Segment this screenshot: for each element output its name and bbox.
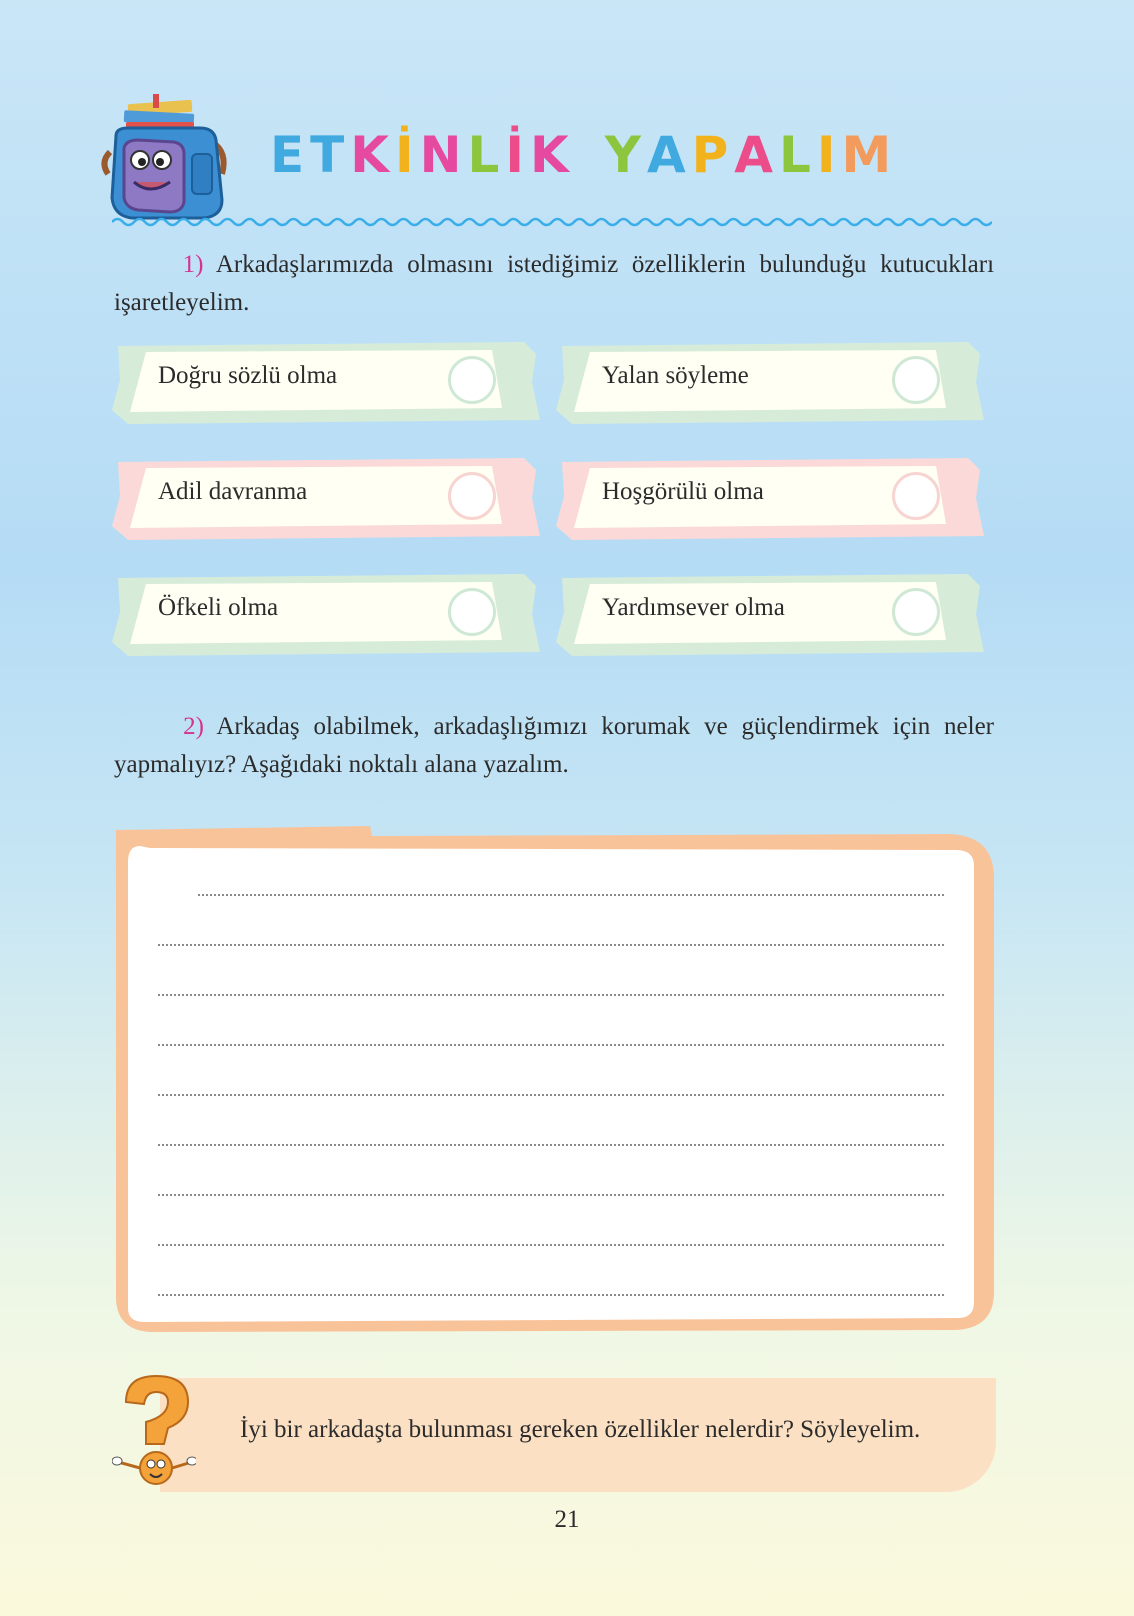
title-letter: K — [350, 126, 396, 184]
option-box — [112, 456, 540, 540]
title-letter: İ — [395, 126, 420, 184]
option-label: Yalan söyleme — [602, 362, 749, 389]
writing-line[interactable] — [158, 1294, 944, 1296]
option-checkbox[interactable] — [448, 588, 496, 636]
option-checkbox[interactable] — [448, 472, 496, 520]
writing-line[interactable] — [158, 1144, 944, 1146]
writing-line[interactable] — [158, 1094, 944, 1096]
backpack-mascot-icon — [98, 92, 234, 228]
title-letter: Y — [604, 126, 647, 184]
title-letter: L — [779, 126, 817, 184]
title-letter: E — [270, 126, 311, 184]
question-1-text: Arkadaşlarımızda olmasını istediğimiz özelliklerin bulunduğu kutucukları işaretleyelim. — [114, 251, 995, 316]
question-2-number: 2) — [183, 713, 204, 740]
title-letter: I — [816, 126, 842, 184]
question-2 — [114, 708, 994, 784]
question-1 — [114, 246, 994, 322]
title-letter: P — [691, 126, 735, 184]
title-letter: N — [419, 126, 468, 184]
option-checkbox[interactable] — [892, 472, 940, 520]
writing-line[interactable] — [158, 1044, 944, 1046]
page-number: 21 — [554, 1506, 580, 1533]
title-letter: İ — [505, 126, 530, 184]
writing-line[interactable] — [198, 894, 944, 896]
option-label: Yardımsever olma — [602, 594, 785, 621]
option-label: Öfkeli olma — [158, 594, 279, 621]
option-checkbox[interactable] — [892, 588, 940, 636]
option-box — [556, 572, 984, 656]
option-box — [112, 340, 540, 424]
option-label: Adil davranma — [158, 478, 308, 505]
writing-line[interactable] — [158, 994, 944, 996]
option-label: Doğru sözlü olma — [158, 362, 338, 389]
title-letter: T — [310, 126, 351, 184]
question-mark-mascot-icon — [112, 1372, 196, 1492]
question-2-text: Arkadaş olabilmek, arkadaşlığımızı korumak ve güçlendirmek için neler yapmalıyız? Aşağıdaki noktalı alana yazalım. — [114, 713, 995, 778]
option-box — [556, 340, 984, 424]
option-checkbox[interactable] — [448, 356, 496, 404]
writing-line[interactable] — [158, 944, 944, 946]
writing-line[interactable] — [158, 1244, 944, 1246]
writing-area-frame — [110, 822, 998, 1334]
note-text: İyi bir arkadaşta bulunması gereken özellikler nelerdir? Söyleyelim. — [240, 1416, 921, 1443]
title-letter: A — [646, 126, 692, 184]
title-letter: A — [734, 126, 779, 184]
title-letter: K — [529, 126, 575, 184]
option-box — [556, 456, 984, 540]
title-letter: M — [841, 126, 898, 184]
option-box — [112, 572, 540, 656]
title-letter: L — [467, 126, 506, 184]
writing-line[interactable] — [158, 1194, 944, 1196]
option-label: Hoşgörülü olma — [602, 478, 764, 505]
page-title — [270, 126, 898, 184]
option-checkbox[interactable] — [892, 356, 940, 404]
question-1-number: 1) — [182, 251, 204, 278]
wave-divider — [112, 214, 992, 230]
